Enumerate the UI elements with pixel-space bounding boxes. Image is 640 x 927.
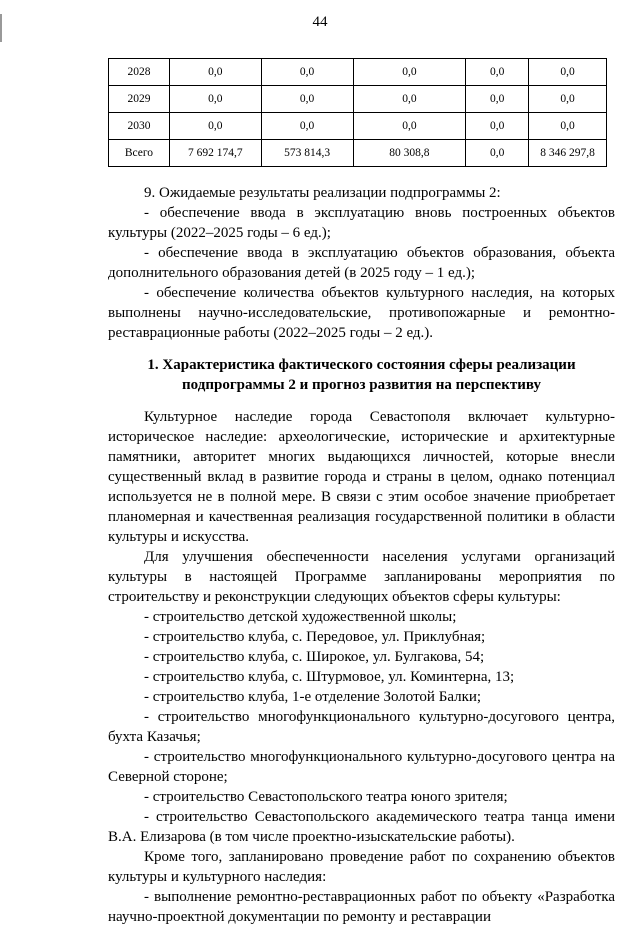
construction-list-item: - строительство клуба, с. Штурмовое, ул. Коминтерна, 13; (144, 669, 515, 685)
section1-paragraph: Кроме того, запланировано проведение работ по сохранению объектов культуры и культурного наследия: (108, 849, 615, 885)
table-cell: 0,0 (169, 113, 261, 140)
construction-list-item: - строительство клуба, 1-е отделение Золотой Балки; (144, 689, 482, 705)
table-cell: 0,0 (169, 59, 261, 86)
table-cell: 0,0 (353, 113, 466, 140)
table-cell: 2030 (109, 113, 170, 140)
table-cell: Всего (109, 140, 170, 167)
construction-list-item: - строительство детской художественной школы; (144, 609, 457, 625)
section9-item: - обеспечение ввода в эксплуатацию объектов образования, объекта дополнительного образования детей (в 2025 году – 1 ед.); (108, 245, 615, 281)
table-cell: 0,0 (466, 59, 529, 86)
table-cell: 0,0 (529, 86, 607, 113)
page-number: 44 (312, 14, 328, 30)
table-row (109, 113, 607, 140)
table-cell: 0,0 (466, 113, 529, 140)
section9-heading: 9. Ожидаемые результаты реализации подпрограммы 2: (144, 185, 501, 201)
table-cell: 8 346 297,8 (529, 140, 607, 167)
construction-list-item: - строительство Севастопольского театра юного зрителя; (144, 789, 508, 805)
table-cell: 2028 (109, 59, 170, 86)
table-cell: 2029 (109, 86, 170, 113)
table-cell: 0,0 (353, 86, 466, 113)
table-cell: 0,0 (261, 59, 353, 86)
table-row-total (109, 140, 607, 167)
table-cell: 7 692 174,7 (169, 140, 261, 167)
table-cell: 80 308,8 (353, 140, 466, 167)
document-body (108, 183, 615, 927)
section1-title-line: 1. Характеристика фактического состояния сферы реализации (147, 357, 576, 373)
section1-title (108, 355, 615, 395)
section1-paragraph: Культурное наследие города Севастополя включает культурно-историческое наследие: археологические, исторические и архитектурные памятники, авторитет многих выдающихся личностей, которые внесли существенный вклад в развитие города и страны в целом, однако потенциал используется не в полной мере. В связи с этим особое значение приобретает планомерная и качественная реализация государственной политики в области культуры и искусства. (108, 409, 615, 545)
table-cell: 0,0 (466, 86, 529, 113)
section9-item: - обеспечение ввода в эксплуатацию вновь построенных объектов культуры (2022–2025 годы – 6 ед.); (108, 205, 615, 241)
table-cell: 0,0 (261, 113, 353, 140)
table-cell: 0,0 (529, 59, 607, 86)
construction-list-item: - строительство клуба, с. Широкое, ул. Булгакова, 54; (144, 649, 485, 665)
construction-list-item: - строительство клуба, с. Передовое, ул. Приклубная; (144, 629, 486, 645)
table-cell: 0,0 (529, 113, 607, 140)
table-cell: 0,0 (466, 140, 529, 167)
table-cell: 0,0 (261, 86, 353, 113)
table-cell: 0,0 (169, 86, 261, 113)
section1-title-line: подпрограммы 2 и прогноз развития на перспективу (182, 377, 541, 393)
table-row (109, 59, 607, 86)
table-cell: 0,0 (353, 59, 466, 86)
funding-table (108, 58, 607, 167)
construction-list-item: - строительство многофункционального культурно-досугового центра, бухта Казачья; (108, 709, 615, 745)
construction-list-item: - строительство Севастопольского академического театра танца имени В.А. Елизарова (в том числе проектно-изыскательские работы). (108, 809, 615, 845)
section1-paragraph: - выполнение ремонтно-реставрационных работ по объекту «Разработка научно-проектной документации по ремонту и реставрации (108, 889, 615, 925)
table-row (109, 86, 607, 113)
section9-item: - обеспечение количества объектов культурного наследия, на которых выполнены научно-исследовательские, противопожарные и ремонтно-реставрационные работы (2022–2025 годы – 2 ед.). (108, 285, 615, 341)
construction-list-item: - строительство многофункционального культурно-досугового центра на Северной стороне; (108, 749, 615, 785)
section1-paragraph: Для улучшения обеспеченности населения услугами организаций культуры в настоящей Программе запланированы мероприятия по строительству и реконструкции следующих объектов сферы культуры: (108, 549, 615, 605)
table-cell: 573 814,3 (261, 140, 353, 167)
